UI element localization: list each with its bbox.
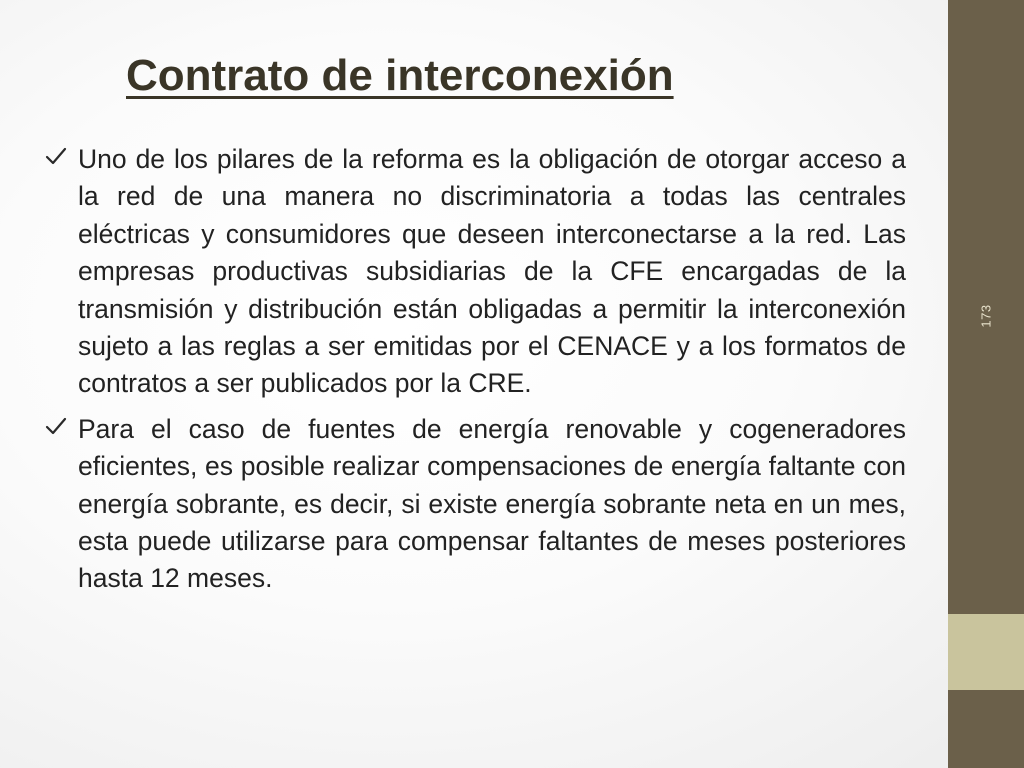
- slide-title: Contrato de interconexión: [126, 51, 674, 100]
- bullet-text: Uno de los pilares de la reforma es la obligación de otorgar acceso a la red de una manera no discriminatoria a todas las centrales eléctricas y consumidores que deseen interconectarse a la red. Las empresas productivas subsidiarias de la CFE encargadas de la transmisión y distribución están obligadas a permitir la interconexión sujeto a las reglas a ser emitidas por el CENACE y a los formatos de contratos a ser publicados por la CRE.: [78, 144, 906, 399]
- side-accent-block: [948, 614, 1024, 690]
- bullet-item-access: [40, 141, 906, 403]
- slide-number: 173: [978, 304, 994, 328]
- check-icon: [44, 144, 68, 168]
- check-icon: [44, 414, 68, 438]
- bullet-text: Para el caso de fuentes de energía renovable y cogeneradores eficientes, es posible realizar compensaciones de energía faltante con energía sobrante, es decir, si existe energía sobrante neta en un mes, esta puede utilizarse para compensar faltantes de meses posteriores hasta 12 meses.: [78, 413, 906, 594]
- bullet-list: [40, 141, 906, 598]
- bullet-item-compensation: [40, 411, 906, 598]
